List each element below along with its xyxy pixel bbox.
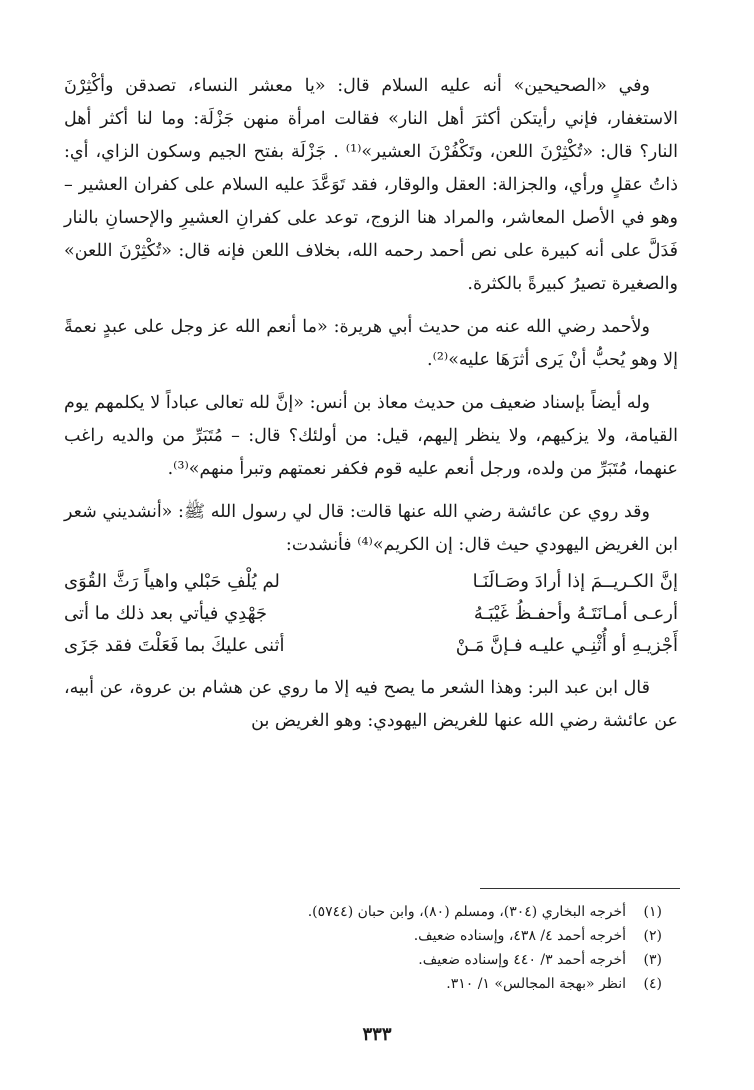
poem bbox=[64, 566, 678, 662]
footnote-number: (٢) bbox=[643, 928, 662, 944]
paragraph-aisha: وقد روي عن عائشة رضي الله عنها قالت: قال لي رسول الله ﷺ: «أنشديني شعر ابن الغريض اليهودي حيث قال: إن الكريم»⁽⁴⁾ فأنشدت: bbox=[64, 502, 678, 555]
footnote-text: أخرجه البخاري (٣٠٤)، ومسلم (٨٠)، وابن حبان (٥٧٤٤). bbox=[307, 904, 626, 920]
poem-verse bbox=[64, 630, 678, 662]
page-number: ٣٣٣ bbox=[362, 1024, 392, 1045]
main-text bbox=[64, 70, 678, 738]
footnote bbox=[64, 972, 678, 996]
footnote-number: (١) bbox=[643, 904, 662, 920]
footnote-text: أخرجه أحمد ٤/ ٤٣٨، وإسناده ضعيف. bbox=[413, 928, 626, 944]
verse-first-hemistich: إنَّ الكـريــمَ إذا أرادَ وصَـالَنَـا bbox=[472, 571, 678, 592]
footnote bbox=[64, 924, 678, 948]
paragraph-muadh: وله أيضاً بإسناد ضعيف من حديث معاذ بن أنس: «إنَّ لله تعالى عباداً لا يكلمهم يوم القيامة، ولا يزكيهم، ولا ينظر إليهم، قيل: من أولئك؟ قال: – مُتَبَرِّ من والديه راغب عنهما، مُتَبَرِّ من ولده، ورجل أنعم عليه قوم فكفر نعمتهم وتبرأ منهم»⁽³⁾. bbox=[64, 393, 678, 479]
verse-second-hemistich: جَهْدِي فيأتي بعد ذلك ما أتى bbox=[64, 603, 268, 624]
verse-second-hemistich: لم يُلْفِ حَبْلي واهياً رَثَّ القُوَى bbox=[64, 571, 280, 592]
footnote-separator bbox=[480, 888, 680, 889]
poem-verse bbox=[64, 598, 678, 630]
footnotes bbox=[64, 900, 678, 996]
footnote-number: (٤) bbox=[643, 976, 662, 992]
footnote-text: انظر «بهجة المجالس» ١/ ٣١٠. bbox=[446, 976, 626, 992]
footnote bbox=[64, 900, 678, 924]
footnote bbox=[64, 948, 678, 972]
paragraph-sahihayn: وفي «الصحيحين» أنه عليه السلام قال: «يا معشر النساء، تصدقن وأكْثِرْنَ الاستغفار، فإني رأيتكن أكثرَ أهل النار» فقالت امرأة منهن جَزْلَة: وما لنا أكثر أهل النار؟ قال: «تُكْثِرْنَ اللعن، وتَكْفُرْنَ العشير»⁽¹⁾ . جَزْلَة بفتح الجيم وسكون الزاي، أي: ذاتُ عقلٍ ورأي، والجزالة: العقل والوقار، فقد تَوَعَّدَ عليه السلام على كفران العشير – وهو في الأصل المعاشر، والمراد هنا الزوج، توعد على كفرانِ العشيرِ والإحسانِ بالنار فَدَلَّ على أنه كبيرة على نص أحمد رحمه الله، بخلاف اللعن فإنه قال: «تُكْثِرْنَ اللعن» والصغيرة تصيرُ كبيرةً بالكثرة. bbox=[64, 76, 678, 294]
footnote-number: (٣) bbox=[643, 952, 662, 968]
verse-first-hemistich: أَجْزيـهِ أو أُثْنِـي عليـه فـإنَّ مَـنْ bbox=[455, 635, 678, 656]
poem-verse bbox=[64, 566, 678, 598]
paragraph-abu-hurayra: ولأحمد رضي الله عنه من حديث أبي هريرة: «ما أنعم الله عز وجل على عبدٍ نعمةً إلا وهو يُحبُّ أنْ يَرى أثرَهَا عليه»⁽²⁾. bbox=[64, 317, 678, 370]
verse-second-hemistich: أثنى عليكَ بما فَعَلْتَ فقد جَزَى bbox=[64, 635, 285, 656]
footnote-text: أخرجه أحمد ٣/ ٤٤٠ وإسناده ضعيف. bbox=[418, 952, 626, 968]
paragraph-ibn-abd-al-barr: قال ابن عبد البر: وهذا الشعر ما يصح فيه إلا ما روي عن هشام بن عروة، عن أبيه، عن عائشة رضي الله عنها للغريض اليهودي: وهو الغريض بن bbox=[64, 678, 678, 731]
verse-first-hemistich: أرعـى أمـانَتَـهُ وأحفـظُ غَيْبَـهُ bbox=[473, 603, 678, 624]
